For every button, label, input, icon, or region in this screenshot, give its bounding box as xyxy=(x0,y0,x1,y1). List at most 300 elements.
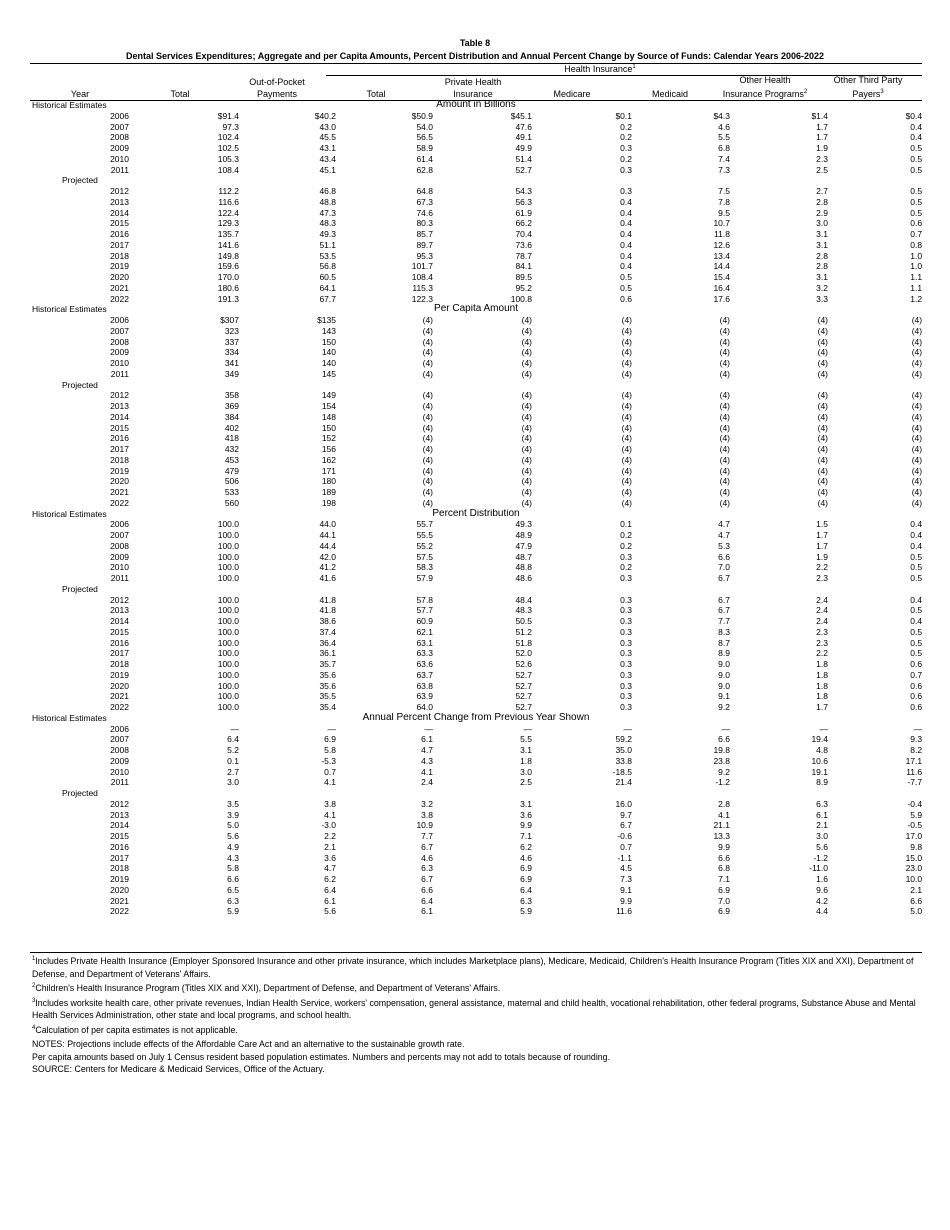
value-cell: (4) xyxy=(621,390,632,401)
year-cell: 2020 xyxy=(110,272,129,282)
value-cell: (4) xyxy=(422,325,433,336)
year-cell: 2021 xyxy=(110,895,129,906)
value-cell: 129.3 xyxy=(217,218,239,229)
value-cell: 0.2 xyxy=(620,540,632,551)
historical-label: Historical Estimates xyxy=(32,508,107,519)
value-cell: 0.5 xyxy=(910,637,923,648)
value-cell: 38.6 xyxy=(319,616,336,626)
year-cell: 2011 xyxy=(110,777,129,788)
value-cell: 9.7 xyxy=(620,809,632,820)
historical-label: Historical Estimates xyxy=(32,304,107,315)
value-cell: (4) xyxy=(422,368,433,379)
value-cell: 49.3 xyxy=(319,229,336,239)
value-cell: 6.7 xyxy=(718,573,730,583)
year-cell: 2020 xyxy=(110,884,129,895)
year-cell: 2013 xyxy=(110,401,129,411)
value-cell: 6.3 xyxy=(816,798,828,809)
value-cell: $40.2 xyxy=(314,110,336,121)
value-cell: 6.6 xyxy=(718,852,730,863)
table-row xyxy=(30,197,922,208)
value-cell: (4) xyxy=(719,390,730,401)
value-cell: 36.4 xyxy=(319,637,336,648)
value-cell: 57.7 xyxy=(416,605,433,616)
value-cell: 170.0 xyxy=(217,272,239,282)
value-cell: 1.7 xyxy=(816,530,828,540)
value-cell: 9.1 xyxy=(718,691,730,702)
table-row xyxy=(30,122,922,133)
value-cell: 6.9 xyxy=(520,863,532,874)
year-cell: 2010 xyxy=(110,766,129,777)
value-cell: (4) xyxy=(422,465,433,476)
value-cell: (4) xyxy=(422,444,433,454)
value-cell: 1.6 xyxy=(816,874,828,884)
value-cell: 150 xyxy=(321,422,336,433)
historical-label: Historical Estimates xyxy=(32,712,107,723)
value-cell: 44.0 xyxy=(319,519,336,530)
value-cell: (4) xyxy=(911,325,923,336)
value-cell: 533 xyxy=(224,487,239,497)
value-cell: 7.1 xyxy=(718,874,730,884)
value-cell: 0.3 xyxy=(620,551,632,562)
value-cell: 44.4 xyxy=(319,540,336,551)
year-cell: 2013 xyxy=(110,605,129,616)
value-cell: 3.1 xyxy=(520,745,532,755)
value-cell: 6.7 xyxy=(421,841,433,852)
value-cell: 5.5 xyxy=(520,734,532,745)
value-cell: 10.9 xyxy=(416,820,433,831)
other-third-header-2: Payers$^3$ xyxy=(852,89,884,99)
value-cell: 369 xyxy=(224,401,239,411)
value-cell: (4) xyxy=(817,433,828,444)
value-cell: 4.1 xyxy=(324,809,336,820)
value-cell: 1.8 xyxy=(816,669,828,680)
year-cell: 2017 xyxy=(110,444,129,454)
value-cell: 9.9 xyxy=(520,820,532,831)
year-cell: 2007 xyxy=(110,734,129,745)
value-cell: 48.7 xyxy=(515,551,532,562)
value-cell: (4) xyxy=(621,497,632,508)
table-row xyxy=(30,347,922,358)
table-rule-bottom xyxy=(30,952,922,953)
value-cell: 52.7 xyxy=(515,669,532,680)
value-cell: 9.9 xyxy=(718,841,730,852)
private-header-2: Insurance xyxy=(453,89,493,99)
section-title: Annual Percent Change from Previous Year Shown xyxy=(362,712,590,723)
year-cell: 2007 xyxy=(110,325,129,336)
table-row xyxy=(30,552,922,563)
year-cell: 2021 xyxy=(110,691,129,702)
table-row xyxy=(30,358,922,369)
value-cell: 2.8 xyxy=(816,196,828,207)
value-cell: 3.0 xyxy=(520,766,532,777)
year-cell: 2019 xyxy=(110,465,129,476)
section-header-row xyxy=(30,713,922,724)
value-cell: 100.0 xyxy=(217,626,239,637)
value-cell: 7.1 xyxy=(520,831,532,841)
value-cell: 8.7 xyxy=(718,637,730,648)
value-cell: 64.0 xyxy=(416,702,433,712)
value-cell: 0.4 xyxy=(620,207,632,218)
value-cell: 3.2 xyxy=(816,282,828,293)
value-cell: 95.3 xyxy=(416,250,433,261)
value-cell: 100.0 xyxy=(217,530,239,540)
value-cell: -3.0 xyxy=(321,820,336,831)
value-cell: 7.7 xyxy=(421,831,433,841)
medicaid-header: Medicaid xyxy=(651,89,689,99)
value-cell: 43.0 xyxy=(319,121,336,132)
table-row xyxy=(30,240,922,251)
table-row xyxy=(30,251,922,262)
value-cell: 6.9 xyxy=(718,884,730,895)
value-cell: — xyxy=(523,723,532,734)
value-cell: 9.0 xyxy=(718,680,730,691)
table-row xyxy=(30,820,922,831)
value-cell: 122.4 xyxy=(217,207,239,218)
value-cell: 61.4 xyxy=(416,153,433,164)
value-cell: 3.1 xyxy=(816,239,828,250)
section-header-row xyxy=(30,304,922,315)
value-cell: 3.0 xyxy=(816,831,828,841)
value-cell: 14.4 xyxy=(713,261,730,272)
section-header-row xyxy=(30,509,922,520)
value-cell: 6.6 xyxy=(718,551,730,562)
value-cell: 17.6 xyxy=(713,293,730,304)
value-cell: $307 xyxy=(220,315,239,325)
other-third-header-1: Other Third Party xyxy=(833,75,903,85)
value-cell: 0.3 xyxy=(620,143,632,153)
table-row xyxy=(30,498,922,509)
value-cell: — xyxy=(424,723,433,734)
value-cell: 48.4 xyxy=(515,594,532,605)
value-cell: — xyxy=(327,723,336,734)
value-cell: 6.4 xyxy=(227,734,239,745)
value-cell: 0.7 xyxy=(620,841,632,852)
year-cell: 2019 xyxy=(110,669,129,680)
value-cell: 5.6 xyxy=(816,841,828,852)
year-cell: 2012 xyxy=(110,594,129,605)
value-cell: 97.3 xyxy=(222,121,239,132)
value-cell: 0.1 xyxy=(227,755,239,766)
value-cell: 2.5 xyxy=(816,164,828,175)
value-cell: 0.3 xyxy=(620,648,632,659)
value-cell: 19.4 xyxy=(811,734,828,745)
value-cell: 7.3 xyxy=(620,874,632,884)
value-cell: 47.9 xyxy=(515,540,532,551)
table-row xyxy=(30,831,922,842)
value-cell: 8.9 xyxy=(718,648,730,659)
value-cell: 84.1 xyxy=(515,261,532,272)
table-row xyxy=(30,315,922,326)
value-cell: 3.2 xyxy=(421,798,433,809)
value-cell: 102.5 xyxy=(217,143,239,153)
year-cell: 2015 xyxy=(110,218,129,229)
value-cell: 0.4 xyxy=(910,530,923,540)
value-cell: 6.4 xyxy=(520,884,532,895)
value-cell: (4) xyxy=(817,454,828,465)
value-cell: 0.5 xyxy=(910,164,923,175)
projected-label: Projected xyxy=(62,379,98,390)
section-title: Per Capita Amount xyxy=(434,304,518,315)
value-cell: 112.2 xyxy=(218,186,239,196)
value-cell: (4) xyxy=(621,465,632,476)
value-cell: 4.1 xyxy=(718,809,730,820)
value-cell: 2.8 xyxy=(816,250,828,261)
table-row xyxy=(30,648,922,659)
value-cell: 0.6 xyxy=(910,702,923,712)
year-cell: 2014 xyxy=(110,411,129,422)
value-cell: 52.6 xyxy=(515,659,532,669)
value-cell: 0.4 xyxy=(620,218,632,229)
year-cell: 2010 xyxy=(110,358,129,368)
value-cell: 100.0 xyxy=(217,702,239,712)
projected-label: Projected xyxy=(62,788,98,798)
table-row xyxy=(30,885,922,896)
value-cell: 15.0 xyxy=(905,852,923,863)
table-row xyxy=(30,659,922,670)
value-cell: 3.1 xyxy=(816,229,828,239)
value-cell: 1.1 xyxy=(910,272,923,282)
table-row xyxy=(30,154,922,165)
value-cell: 0.2 xyxy=(620,562,632,573)
value-cell: (4) xyxy=(422,336,433,347)
value-cell: 44.1 xyxy=(319,530,336,540)
value-cell: — xyxy=(230,723,239,734)
total-header: Total xyxy=(170,89,190,99)
year-cell: 2019 xyxy=(110,874,129,884)
value-cell: (4) xyxy=(719,358,730,368)
section-title: Percent Distribution xyxy=(432,508,520,519)
value-cell: 143 xyxy=(321,325,336,336)
table-row xyxy=(30,208,922,219)
value-cell: 1.7 xyxy=(816,132,828,143)
value-cell: 506 xyxy=(224,476,239,487)
value-cell: (4) xyxy=(521,433,532,444)
value-cell: (4) xyxy=(719,401,730,411)
out-of-pocket-header-2: Payments xyxy=(256,89,298,99)
value-cell: 1.2 xyxy=(910,293,923,304)
value-cell: (4) xyxy=(621,487,632,497)
value-cell: 1.7 xyxy=(816,702,828,712)
table-row xyxy=(30,627,922,638)
value-cell: 100.8 xyxy=(510,293,532,304)
value-cell: 73.6 xyxy=(515,239,532,250)
value-cell: 349 xyxy=(224,368,239,379)
value-cell: $0.4 xyxy=(905,110,923,121)
year-cell: 2006 xyxy=(110,315,129,325)
value-cell: 57.8 xyxy=(416,594,433,605)
value-cell: 35.4 xyxy=(319,702,336,712)
value-cell: 108.4 xyxy=(411,272,433,282)
value-cell: 11.6 xyxy=(616,906,632,917)
value-cell: 64.1 xyxy=(319,282,336,293)
value-cell: 0.4 xyxy=(620,196,632,207)
table-row xyxy=(30,562,922,573)
value-cell: 418 xyxy=(224,433,239,444)
table-row xyxy=(30,132,922,143)
value-cell: 55.2 xyxy=(416,540,433,551)
value-cell: 63.9 xyxy=(416,691,433,702)
value-cell: 78.7 xyxy=(515,250,532,261)
value-cell: (4) xyxy=(422,358,433,368)
year-cell: 2008 xyxy=(110,540,129,551)
value-cell: 48.8 xyxy=(515,562,532,573)
value-cell: (4) xyxy=(719,476,730,487)
value-cell: 5.9 xyxy=(520,906,532,917)
value-cell: (4) xyxy=(521,476,532,487)
value-cell: 0.3 xyxy=(620,680,632,691)
value-cell: 141.6 xyxy=(217,239,239,250)
value-cell: 2.1 xyxy=(324,841,336,852)
value-cell: 46.8 xyxy=(319,186,336,196)
value-cell: 145 xyxy=(321,368,336,379)
value-cell: 60.9 xyxy=(416,616,433,626)
table-row xyxy=(30,724,922,735)
value-cell: 9.6 xyxy=(816,884,828,895)
value-cell: 189 xyxy=(321,487,336,497)
year-cell: 2008 xyxy=(110,132,129,143)
value-cell: 334 xyxy=(224,347,239,358)
value-cell: 1.8 xyxy=(520,755,532,766)
value-cell: 0.7 xyxy=(910,229,923,239)
value-cell: (4) xyxy=(817,411,828,422)
table-row xyxy=(30,616,922,627)
value-cell: 51.2 xyxy=(515,626,532,637)
value-cell: 0.4 xyxy=(910,594,923,605)
value-cell: 8.2 xyxy=(910,745,923,755)
value-cell: (4) xyxy=(521,497,532,508)
value-cell: (4) xyxy=(817,315,828,325)
value-cell: 23.0 xyxy=(905,863,923,874)
value-cell: 3.0 xyxy=(227,777,239,788)
value-cell: 57.9 xyxy=(416,573,433,583)
year-cell: 2016 xyxy=(110,637,129,648)
value-cell: 2.3 xyxy=(816,637,828,648)
value-cell: 35.7 xyxy=(319,659,336,669)
value-cell: (4) xyxy=(817,465,828,476)
year-cell: 2014 xyxy=(110,207,129,218)
year-cell: 2022 xyxy=(110,702,129,712)
value-cell: (4) xyxy=(621,411,632,422)
year-cell: 2007 xyxy=(110,530,129,540)
value-cell: (4) xyxy=(521,444,532,454)
value-cell: $91.4 xyxy=(217,110,239,121)
table-row xyxy=(30,842,922,853)
value-cell: 10.7 xyxy=(713,218,730,229)
value-cell: 479 xyxy=(224,465,239,476)
value-cell: 2.8 xyxy=(816,261,828,272)
year-cell: 2006 xyxy=(110,110,129,121)
value-cell: 50.5 xyxy=(515,616,532,626)
value-cell: 108.4 xyxy=(217,164,239,175)
table-row xyxy=(30,165,922,176)
value-cell: 85.7 xyxy=(416,229,433,239)
value-cell: 56.5 xyxy=(416,132,433,143)
table-row xyxy=(30,530,922,541)
year-cell: 2015 xyxy=(110,626,129,637)
value-cell: $45.1 xyxy=(510,110,532,121)
table-row xyxy=(30,487,922,498)
year-cell: 2010 xyxy=(110,562,129,573)
value-cell: 100.0 xyxy=(217,616,239,626)
data-table xyxy=(30,100,922,917)
value-cell: 47.3 xyxy=(319,207,336,218)
value-cell: (4) xyxy=(621,325,632,336)
value-cell: 100.0 xyxy=(217,573,239,583)
value-cell: 6.4 xyxy=(324,884,336,895)
value-cell: (4) xyxy=(521,411,532,422)
value-cell: 0.5 xyxy=(910,196,923,207)
value-cell: (4) xyxy=(817,401,828,411)
value-cell: (4) xyxy=(521,315,532,325)
value-cell: 402 xyxy=(224,422,239,433)
value-cell: 0.3 xyxy=(620,186,632,196)
value-cell: 4.6 xyxy=(421,852,433,863)
table-row xyxy=(30,896,922,907)
value-cell: 122.3 xyxy=(411,293,433,304)
source-line: SOURCE: Centers for Medicare & Medicaid Services, Office of the Actuary. xyxy=(32,1064,325,1074)
value-cell: 5.8 xyxy=(324,745,336,755)
value-cell: (4) xyxy=(621,433,632,444)
value-cell: (4) xyxy=(719,411,730,422)
value-cell: (4) xyxy=(521,390,532,401)
projected-row xyxy=(30,175,922,186)
value-cell: 3.1 xyxy=(520,798,532,809)
value-cell: 12.6 xyxy=(713,239,730,250)
value-cell: 0.2 xyxy=(620,132,632,143)
value-cell: (4) xyxy=(911,401,923,411)
table-row xyxy=(30,777,922,788)
value-cell: 9.0 xyxy=(718,659,730,669)
value-cell: (4) xyxy=(521,336,532,347)
value-cell: (4) xyxy=(521,487,532,497)
value-cell: 37.4 xyxy=(319,626,336,637)
value-cell: 453 xyxy=(224,454,239,465)
value-cell: 35.6 xyxy=(319,680,336,691)
value-cell: 49.1 xyxy=(515,132,532,143)
table-row xyxy=(30,906,922,917)
value-cell: 9.3 xyxy=(910,734,923,745)
value-cell: (4) xyxy=(422,315,433,325)
table-row xyxy=(30,283,922,294)
value-cell: $4.3 xyxy=(713,110,730,121)
value-cell: 60.5 xyxy=(319,272,336,282)
value-cell: 13.4 xyxy=(713,250,730,261)
value-cell: 6.5 xyxy=(227,884,239,895)
value-cell: 47.6 xyxy=(515,121,532,132)
value-cell: 9.8 xyxy=(910,841,923,852)
value-cell: 9.2 xyxy=(718,702,730,712)
value-cell: (4) xyxy=(719,433,730,444)
value-cell: 89.5 xyxy=(515,272,532,282)
value-cell: 2.9 xyxy=(816,207,828,218)
value-cell: 5.0 xyxy=(227,820,239,831)
value-cell: 8.9 xyxy=(816,777,828,788)
value-cell: 0.5 xyxy=(910,143,923,153)
table-row xyxy=(30,756,922,767)
value-cell: 341 xyxy=(224,358,239,368)
value-cell: 0.5 xyxy=(620,272,632,282)
value-cell: 10.0 xyxy=(905,874,923,884)
year-cell: 2006 xyxy=(110,519,129,530)
value-cell: (4) xyxy=(817,422,828,433)
year-cell: 2022 xyxy=(110,497,129,508)
footnote-number: 4 xyxy=(32,1024,36,1031)
year-cell: 2013 xyxy=(110,809,129,820)
value-cell: 6.3 xyxy=(227,895,239,906)
value-cell: (4) xyxy=(621,444,632,454)
value-cell: 9.5 xyxy=(718,207,730,218)
value-cell: 1.9 xyxy=(816,551,828,562)
